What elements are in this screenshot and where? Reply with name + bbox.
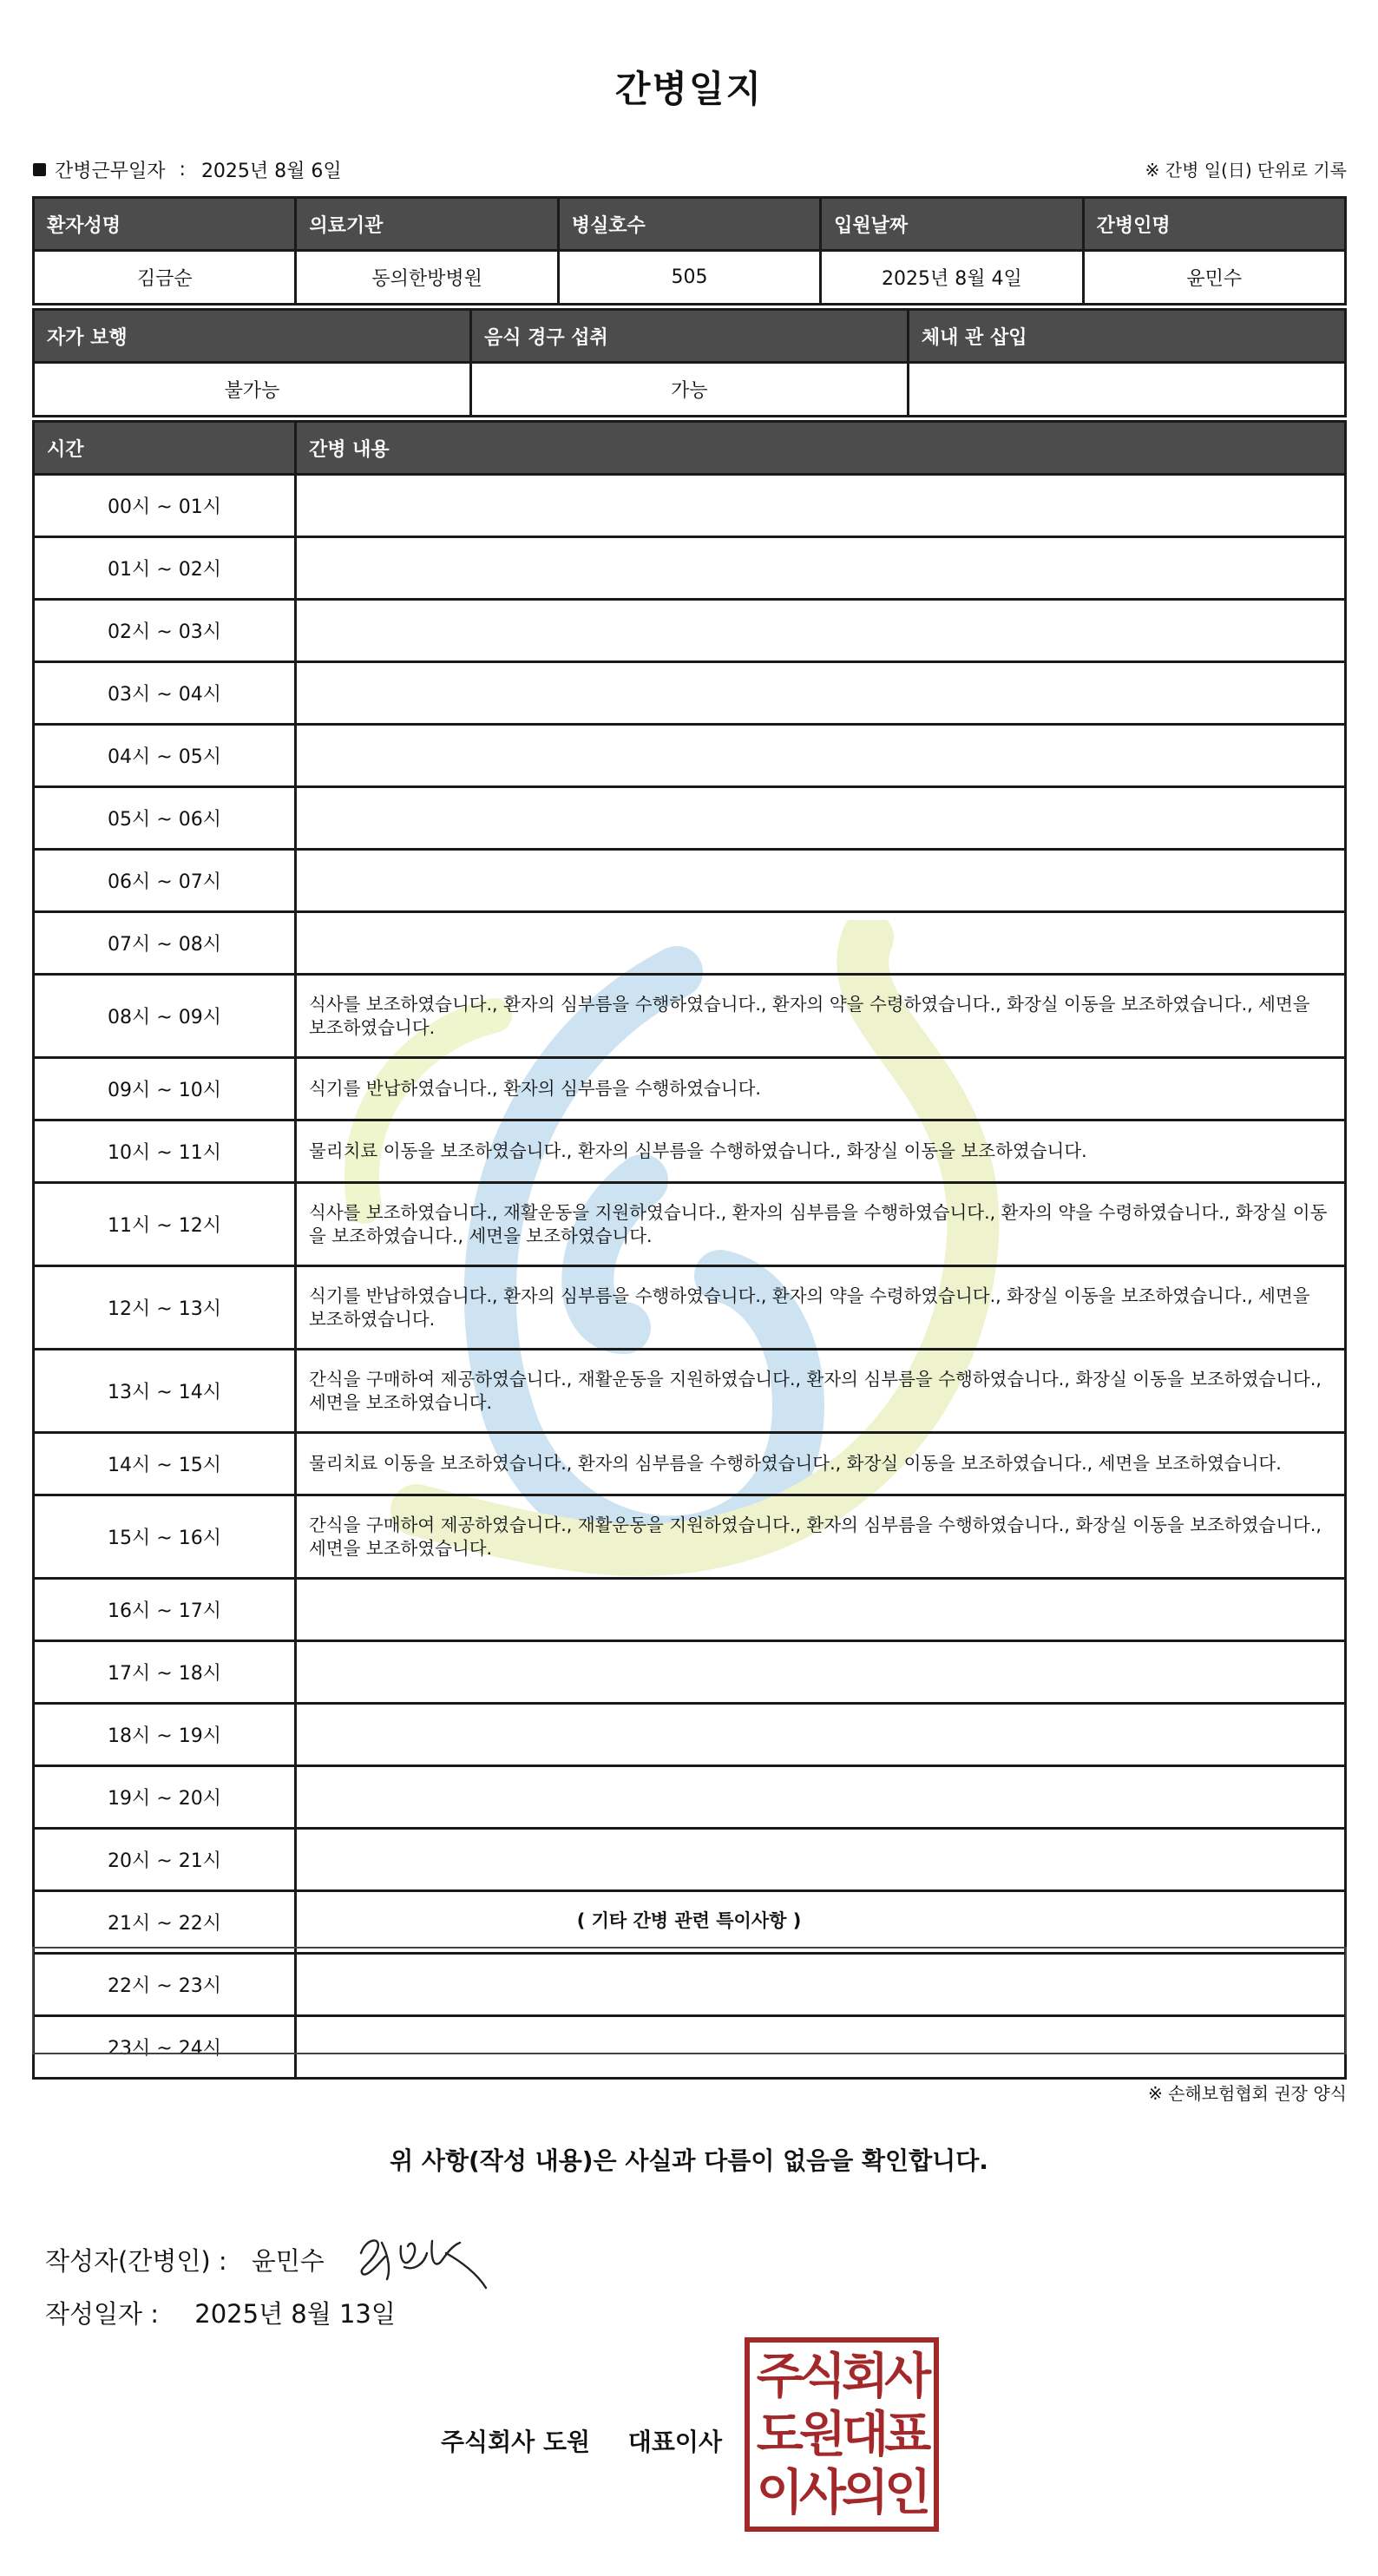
log-row [34,1766,1346,1829]
log-content-cell [296,1641,1346,1704]
log-row [34,1058,1346,1120]
care-log-table [32,420,1347,2080]
log-time-cell: 23시 ~ 24시 [34,2016,296,2079]
room-number: 505 [558,251,820,305]
log-content-cell [296,600,1346,662]
log-content-cell: 식사를 보조하였습니다., 재활운동을 지원하였습니다., 환자의 심부름을 수행하였습니다., 환자의 약을 수령하였습니다., 화장실 이동을 보조하였습니다., 세면을 보조하였습니다. [296,1183,1346,1266]
log-row [34,662,1346,725]
log-row [34,975,1346,1058]
log-time-cell: 00시 ~ 01시 [34,475,296,537]
log-row [34,912,1346,975]
log-row [34,475,1346,537]
log-time-cell: 09시 ~ 10시 [34,1058,296,1120]
log-time-cell: 02시 ~ 03시 [34,600,296,662]
log-row [34,1433,1346,1495]
log-time-cell: 22시 ~ 23시 [34,1954,296,2016]
log-row [34,1704,1346,1766]
writer-label: 작성자(간병인) : [45,2246,227,2276]
log-time-cell: 01시 ~ 02시 [34,537,296,600]
log-time-cell: 12시 ~ 13시 [34,1266,296,1350]
writer-line [45,2227,498,2292]
log-content-cell: 식기를 반납하였습니다., 환자의 심부름을 수행하였습니다. [296,1058,1346,1120]
header-room-number: 병실호수 [558,198,820,251]
log-content-cell [296,1829,1346,1891]
log-row [34,1829,1346,1891]
log-time-cell: 05시 ~ 06시 [34,787,296,850]
log-row [34,1266,1346,1350]
caregiver-name: 윤민수 [1083,251,1345,305]
log-time-cell: 04시 ~ 05시 [34,725,296,787]
write-date-line [45,2295,396,2330]
oral-intake-value: 가능 [470,363,908,417]
log-time-cell: 11시 ~ 12시 [34,1183,296,1266]
document-title: 간병일지 [614,68,764,110]
work-date [33,156,342,183]
log-row [34,1183,1346,1266]
log-row [34,1579,1346,1641]
form-source-note: ※ 손해보험협회 권장 양식 [1147,2083,1347,2104]
log-content-cell: 물리치료 이동을 보조하였습니다., 환자의 심부름을 수행하였습니다., 화장실 이동을 보조하였습니다., 세면을 보조하였습니다. [296,1433,1346,1495]
write-date-value: 2025년 8월 13일 [194,2299,396,2329]
log-content-cell: 물리치료 이동을 보조하였습니다., 환자의 심부름을 수행하였습니다., 화장실 이동을 보조하였습니다. [296,1120,1346,1183]
log-time-cell: 19시 ~ 20시 [34,1766,296,1829]
header-tube-insertion: 체내 관 삽입 [908,310,1345,363]
tube-insertion-value [908,363,1345,417]
log-content-cell [296,1704,1346,1766]
self-walking-value: 불가능 [34,363,471,417]
log-row [34,1641,1346,1704]
log-content-cell [296,1579,1346,1641]
work-date-value: 2025년 8월 6일 [200,161,342,182]
log-content-cell [296,475,1346,537]
header-oral-intake: 음식 경구 섭취 [470,310,908,363]
log-row [34,600,1346,662]
seal-line: 주식회사 [756,2348,928,2406]
handwritten-signature [351,2227,498,2292]
header-admission-date: 입원날짜 [821,198,1083,251]
log-content-cell [296,537,1346,600]
log-content-cell [296,1766,1346,1829]
log-time-cell: 13시 ~ 14시 [34,1350,296,1433]
remarks-title: ( 기타 간병 관련 특이사항 ) [576,1910,802,1931]
write-date-label: 작성일자 : [45,2299,160,2329]
log-content-cell [296,787,1346,850]
log-time-cell: 16시 ~ 17시 [34,1579,296,1641]
log-time-cell: 20시 ~ 21시 [34,1829,296,1891]
log-time-cell: 17시 ~ 18시 [34,1641,296,1704]
patient-status-table [32,308,1347,417]
log-time-cell: 03시 ~ 04시 [34,662,296,725]
header-care-content: 간병 내용 [296,422,1346,475]
log-time-cell: 21시 ~ 22시 [34,1891,296,1954]
log-time-cell: 18시 ~ 19시 [34,1704,296,1766]
log-time-cell: 07시 ~ 08시 [34,912,296,975]
writer-name: 윤민수 [251,2246,325,2276]
log-content-cell: 간식을 구매하여 제공하였습니다., 재활운동을 지원하였습니다., 환자의 심부름을 수행하였습니다., 화장실 이동을 보조하였습니다., 세면을 보조하였습니다. [296,1350,1346,1433]
header-patient-name: 환자성명 [34,198,296,251]
work-date-label: 간병근무일자 [55,161,166,182]
log-content-cell: 식사를 보조하였습니다., 환자의 심부름을 수행하였습니다., 환자의 약을 수령하였습니다., 화장실 이동을 보조하였습니다., 세면을 보조하였습니다. [296,975,1346,1058]
company-rep-title: 대표이사 [627,2428,722,2456]
log-content-cell [296,850,1346,912]
log-content-cell [296,725,1346,787]
company-seal-stamp [745,2337,939,2532]
log-time-cell: 08시 ~ 09시 [34,975,296,1058]
log-content-cell: 간식을 구매하여 제공하였습니다., 재활운동을 지원하였습니다., 환자의 심부름을 수행하였습니다., 화장실 이동을 보조하였습니다., 세면을 보조하였습니다. [296,1495,1346,1579]
admission-date: 2025년 8월 4일 [821,251,1083,305]
remarks-box [32,1947,1347,2054]
unit-note: ※ 간병 일(日) 단위로 기록 [1145,160,1347,181]
log-row [34,1495,1346,1579]
seal-line: 이사의인 [756,2463,928,2521]
colon-separator: : [179,159,186,181]
log-time-cell: 06시 ~ 07시 [34,850,296,912]
header-time: 시간 [34,422,296,475]
log-row [34,1350,1346,1433]
log-row [34,787,1346,850]
patient-name: 김금순 [34,251,296,305]
header-hospital: 의료기관 [296,198,558,251]
log-content-cell: 식기를 반납하였습니다., 환자의 심부름을 수행하였습니다., 환자의 약을 수령하였습니다., 화장실 이동을 보조하였습니다., 세면을 보조하였습니다. [296,1266,1346,1350]
log-row [34,537,1346,600]
seal-line: 도원대표 [756,2405,928,2463]
company-name: 주식회사 도원 [441,2428,591,2456]
company-line [441,2423,722,2458]
log-content-cell [296,912,1346,975]
square-bullet-icon [33,163,46,176]
log-time-cell: 14시 ~ 15시 [34,1433,296,1495]
log-content-cell [296,662,1346,725]
header-self-walking: 자가 보행 [34,310,471,363]
confirmation-statement: 위 사항(작성 내용)은 사실과 다름이 없음을 확인합니다. [390,2146,988,2175]
log-row [34,1120,1346,1183]
log-row [34,850,1346,912]
log-time-cell: 15시 ~ 16시 [34,1495,296,1579]
hospital-name: 동의한방병원 [296,251,558,305]
log-row [34,725,1346,787]
patient-info-table [32,196,1347,306]
log-time-cell: 10시 ~ 11시 [34,1120,296,1183]
header-caregiver-name: 간병인명 [1083,198,1345,251]
